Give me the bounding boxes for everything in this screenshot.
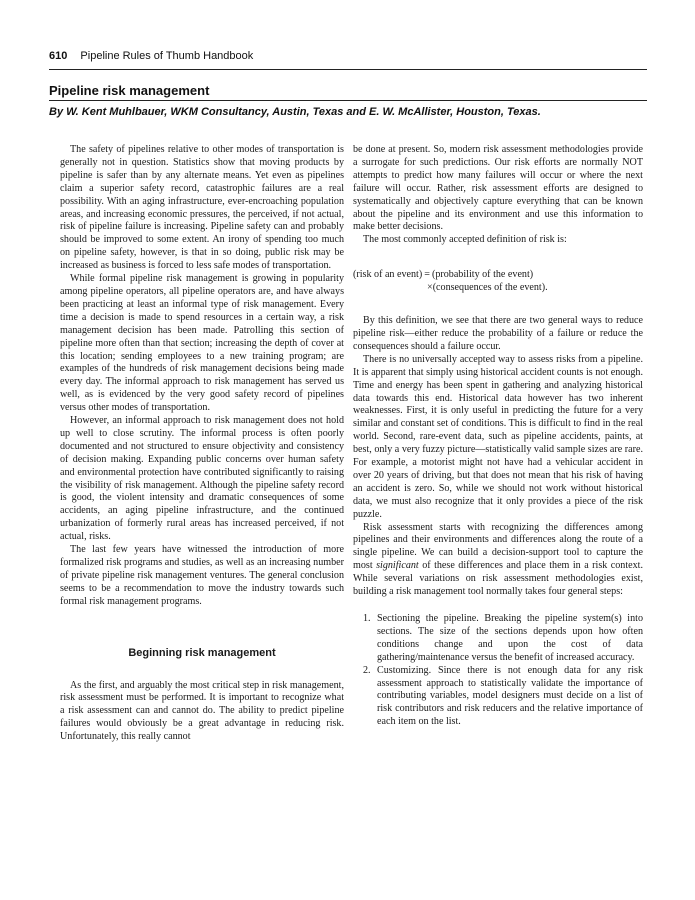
article-byline: By W. Kent Muhlbauer, WKM Consultancy, Austin, Texas and E. W. McAllister, Houston, Texas. [49,106,541,118]
text-span: of these differences and place them in a risk context. While several variations on risk assessment methodologies exist, building a risk management tool normally takes four general steps: [353,560,643,598]
title-rule [49,100,647,101]
header-rule [49,69,647,70]
article-title: Pipeline risk management [49,83,210,98]
steps-list [353,613,643,729]
running-header [49,50,253,62]
paragraph: The last few years have witnessed the introduction of more formalized risk programs and studies, as well as an increasing number of private pipeline risk management ventures. The general conclusion seems to be a recommendation to move the industry towards such formal risk management programs. [60,544,344,607]
paragraph: The most commonly accepted definition of risk is: [363,234,567,246]
paragraph: The safety of pipelines relative to other modes of transportation is generally not in question. Statistics show that moving products by pipeline is safer than by any alternate means. Yet even as pipelines claim a superior safety record, catastrophic failures are a real possibility. With an aging infrastructure, ever-encroaching population areas, and increasing economic pressures, the perceived, if not actual, risk of pipeline failure is increasing. Pipeline safety can and probably should be improved to some extent. An irony of spending too much on pipeline safety, however, is that in so doing, public risk may be increased as business is forced to less safe modes of transportation. [60,144,344,272]
section-heading: Beginning risk management [128,646,276,659]
list-item [353,665,643,730]
paragraph: While formal pipeline risk management is growing in popularity among pipeline operators, all pipeline operators are, and have always been practicing at least an informal type of risk management. Every time a decision is made to spend resources in a certain way, a risk management decision has been made. Patrolling this section of pipeline more often than that section; increasing the depth of cover at this location; sending employees to a new training program; are examples of the hundreds of risk management decisions being made every day. The informal approach to risk management has served us well, as is evidenced by the very good safety record of pipelines versus other modes of transportation. [60,273,344,414]
paragraph: However, an informal approach to risk management does not hold up well to close scrutiny. The informal process is often poorly documented and not structured to ensure objectivity and consistency of decision making. Expanding public concerns over human safety and environmental protection have contributed significantly to raising the visibility of risk management. Although the pipeline safety record is good, the violent intensity and dramatic consequences of some accidents, an aging pipeline infrastructure, and the continued urbanization of formerly rural areas has increased perceived, if not actual, risks. [60,415,344,543]
paragraph [353,522,643,599]
paragraph: be done at present. So, modern risk assessment methodologies provide a surrogate for such predictions. Our risk efforts are normally NOT attempts to predict how many failures will occur or where the next failure will occur. Rather, risk assessment efforts are designed to systematically and objectively capture everything that can be known about the pipeline and its environment and use this information to make better decisions. [353,144,643,233]
list-item-text: Customizing. Since there is not enough data for any risk assessment approach to statistically validate the importance of contributing variables, model designers must decide on a list of risk contributors and risk reducers and the relative importance of each item on the list. [377,664,643,728]
equation-line: ×(consequences of the event). [427,282,548,294]
text-span: Risk assessment starts with recognizing the differences among pipelines and their environments and differences along the route of a single pipeline. We can build a decision-support tool to capture the most [353,521,643,572]
risk-equation [353,269,643,295]
page-number: 610 [49,50,68,62]
equation-line: (risk of an event) = (probability of the event) [353,269,534,281]
paragraph: By this definition, we see that there are two general ways to reduce pipeline risk—either reduce the probability of a failure or reduce the consequences should a failure occur. [353,315,643,352]
emphasis: significant [376,560,419,572]
book-title: Pipeline Rules of Thumb Handbook [80,50,254,62]
list-item [353,613,643,665]
right-column [353,144,643,729]
list-number: 2. [363,664,371,676]
paragraph: There is no universally accepted way to assess risks from a pipeline. It is apparent that simply using historical accident counts is not enough. Time and energy has been spent in gathering and analyzing historical data towards this end. Historical data however has two inherent weaknesses. First, it is only useful in predicting the future for a very similar and constant set of conditions. This is difficult to find in the real world. Second, rare-event data, such as pipeline accidents, paints, at best, only a very fuzzy picture—statistically valid sample sizes are rare. For example, a motorist might not have had a vehicular accident in over 20 years of driving, but that does not mean that his risk of having an accident is zero. So, while we should not work without historical data, we must also recognize that it only provides a piece of the risk puzzle. [353,353,643,520]
list-number: 1. [363,613,371,624]
left-column [60,144,344,744]
paragraph: As the first, and arguably the most critical step in risk management, risk assessment must be performed. It is important to recognize what a risk assessment can and cannot do. The ability to predict pipeline failures would obviously be a great advantage in reducing risk. Unfortunately, this really cannot [60,679,344,743]
list-item-text: Sectioning the pipeline. Breaking the pipeline system(s) into sections. The size of the sections depends upon how often conditions change and upon the cost of data gathering/maintenance versus the benefit of increased accuracy. [377,613,643,663]
